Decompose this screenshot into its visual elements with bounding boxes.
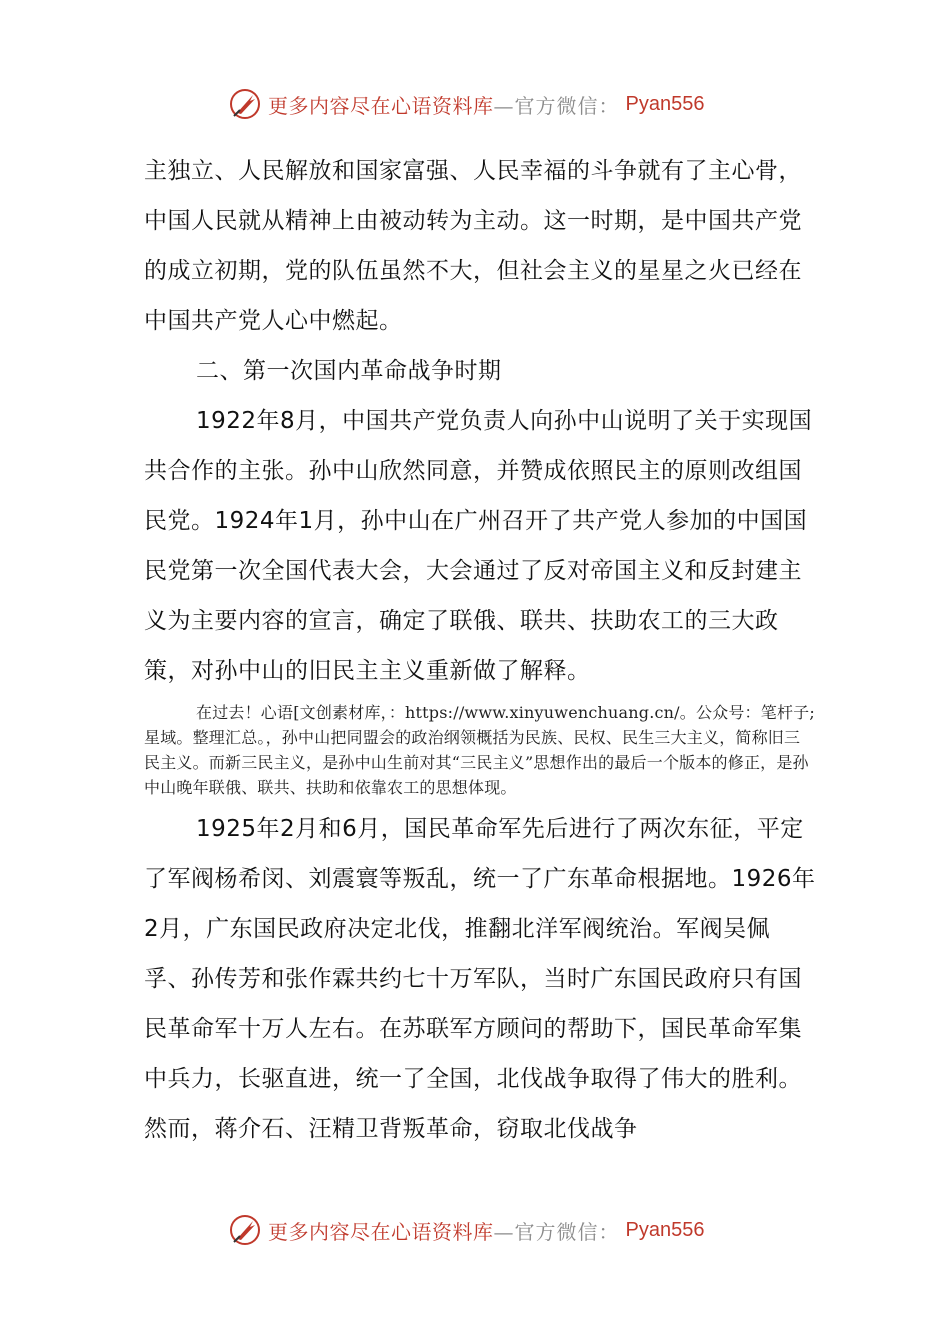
- section-heading: 二、第一次国内革命战争时期: [196, 358, 502, 384]
- banner-subtitle: —官方微信：: [493, 1219, 620, 1244]
- quill-pen-logo-icon: [228, 1213, 262, 1247]
- document-body: [144, 146, 816, 1154]
- banner-title: 更多内容尽在心语资料库: [268, 1219, 494, 1244]
- quill-pen-logo-icon: [228, 87, 262, 121]
- paragraph: 1922年8月，中国共产党负责人向孙中山说明了关于实现国共合作的主张。孙中山欣然同意，并赞成依照民主的原则改组国民党。1924年1月，孙中山在广州召开了共产党人参加的中国国民党第一次全国代表大会，大会通过了反对帝国主义和反封建主义为主要内容的宣言，确定了联俄、联共、扶助农工的三大政策，对孙中山的旧民主主义重新做了解释。: [144, 408, 813, 684]
- header-banner: [228, 84, 704, 124]
- banner-wechat-id: Pyan556: [625, 1218, 705, 1241]
- banner-wechat-id: Pyan556: [625, 92, 705, 115]
- paragraph: 1925年2月和6月，国民革命军先后进行了两次东征，平定了军阀杨希闵、刘震寰等叛乱，统一了广东革命根据地。1926年2月，广东国民政府决定北伐，推翻北洋军阀统治。军阀吴佩孚、孙传芳和张作霖共约七十万军队，当时广东国民政府只有国民革命军十万人左右。在苏联军方顾问的帮助下，国民革命军集中兵力，长驱直进，统一了全国，北伐战争取得了伟大的胜利。然而，蒋介石、汪精卫背叛革命，窃取北伐战争: [144, 816, 816, 1142]
- footer-banner: [228, 1210, 704, 1250]
- paragraph-continued: 主独立、人民解放和国家富强、人民幸福的斗争就有了主心骨，中国人民就从精神上由被动转为主动。这一时期，是中国共产党的成立初期，党的队伍虽然不大，但社会主义的星星之火已经在中国共产党人心中燃起。: [144, 158, 802, 334]
- banner-title: 更多内容尽在心语资料库: [268, 93, 494, 118]
- inserted-note: 在过去！心语[文创素材库，：https://www.xinyuwenchuang.cn/。公众号：笔杆子;星域。整理汇总。，孙中山把同盟会的政治纲领概括为民族、民权、民生三大主义，简称旧三民主义。而新三民主义，是孙中山生前对其“三民主义”思想作出的最后一个版本的修正，是孙中山晚年联俄、联共、扶助和依靠农工的思想体现。: [144, 703, 815, 797]
- banner-subtitle: —官方微信：: [493, 93, 620, 118]
